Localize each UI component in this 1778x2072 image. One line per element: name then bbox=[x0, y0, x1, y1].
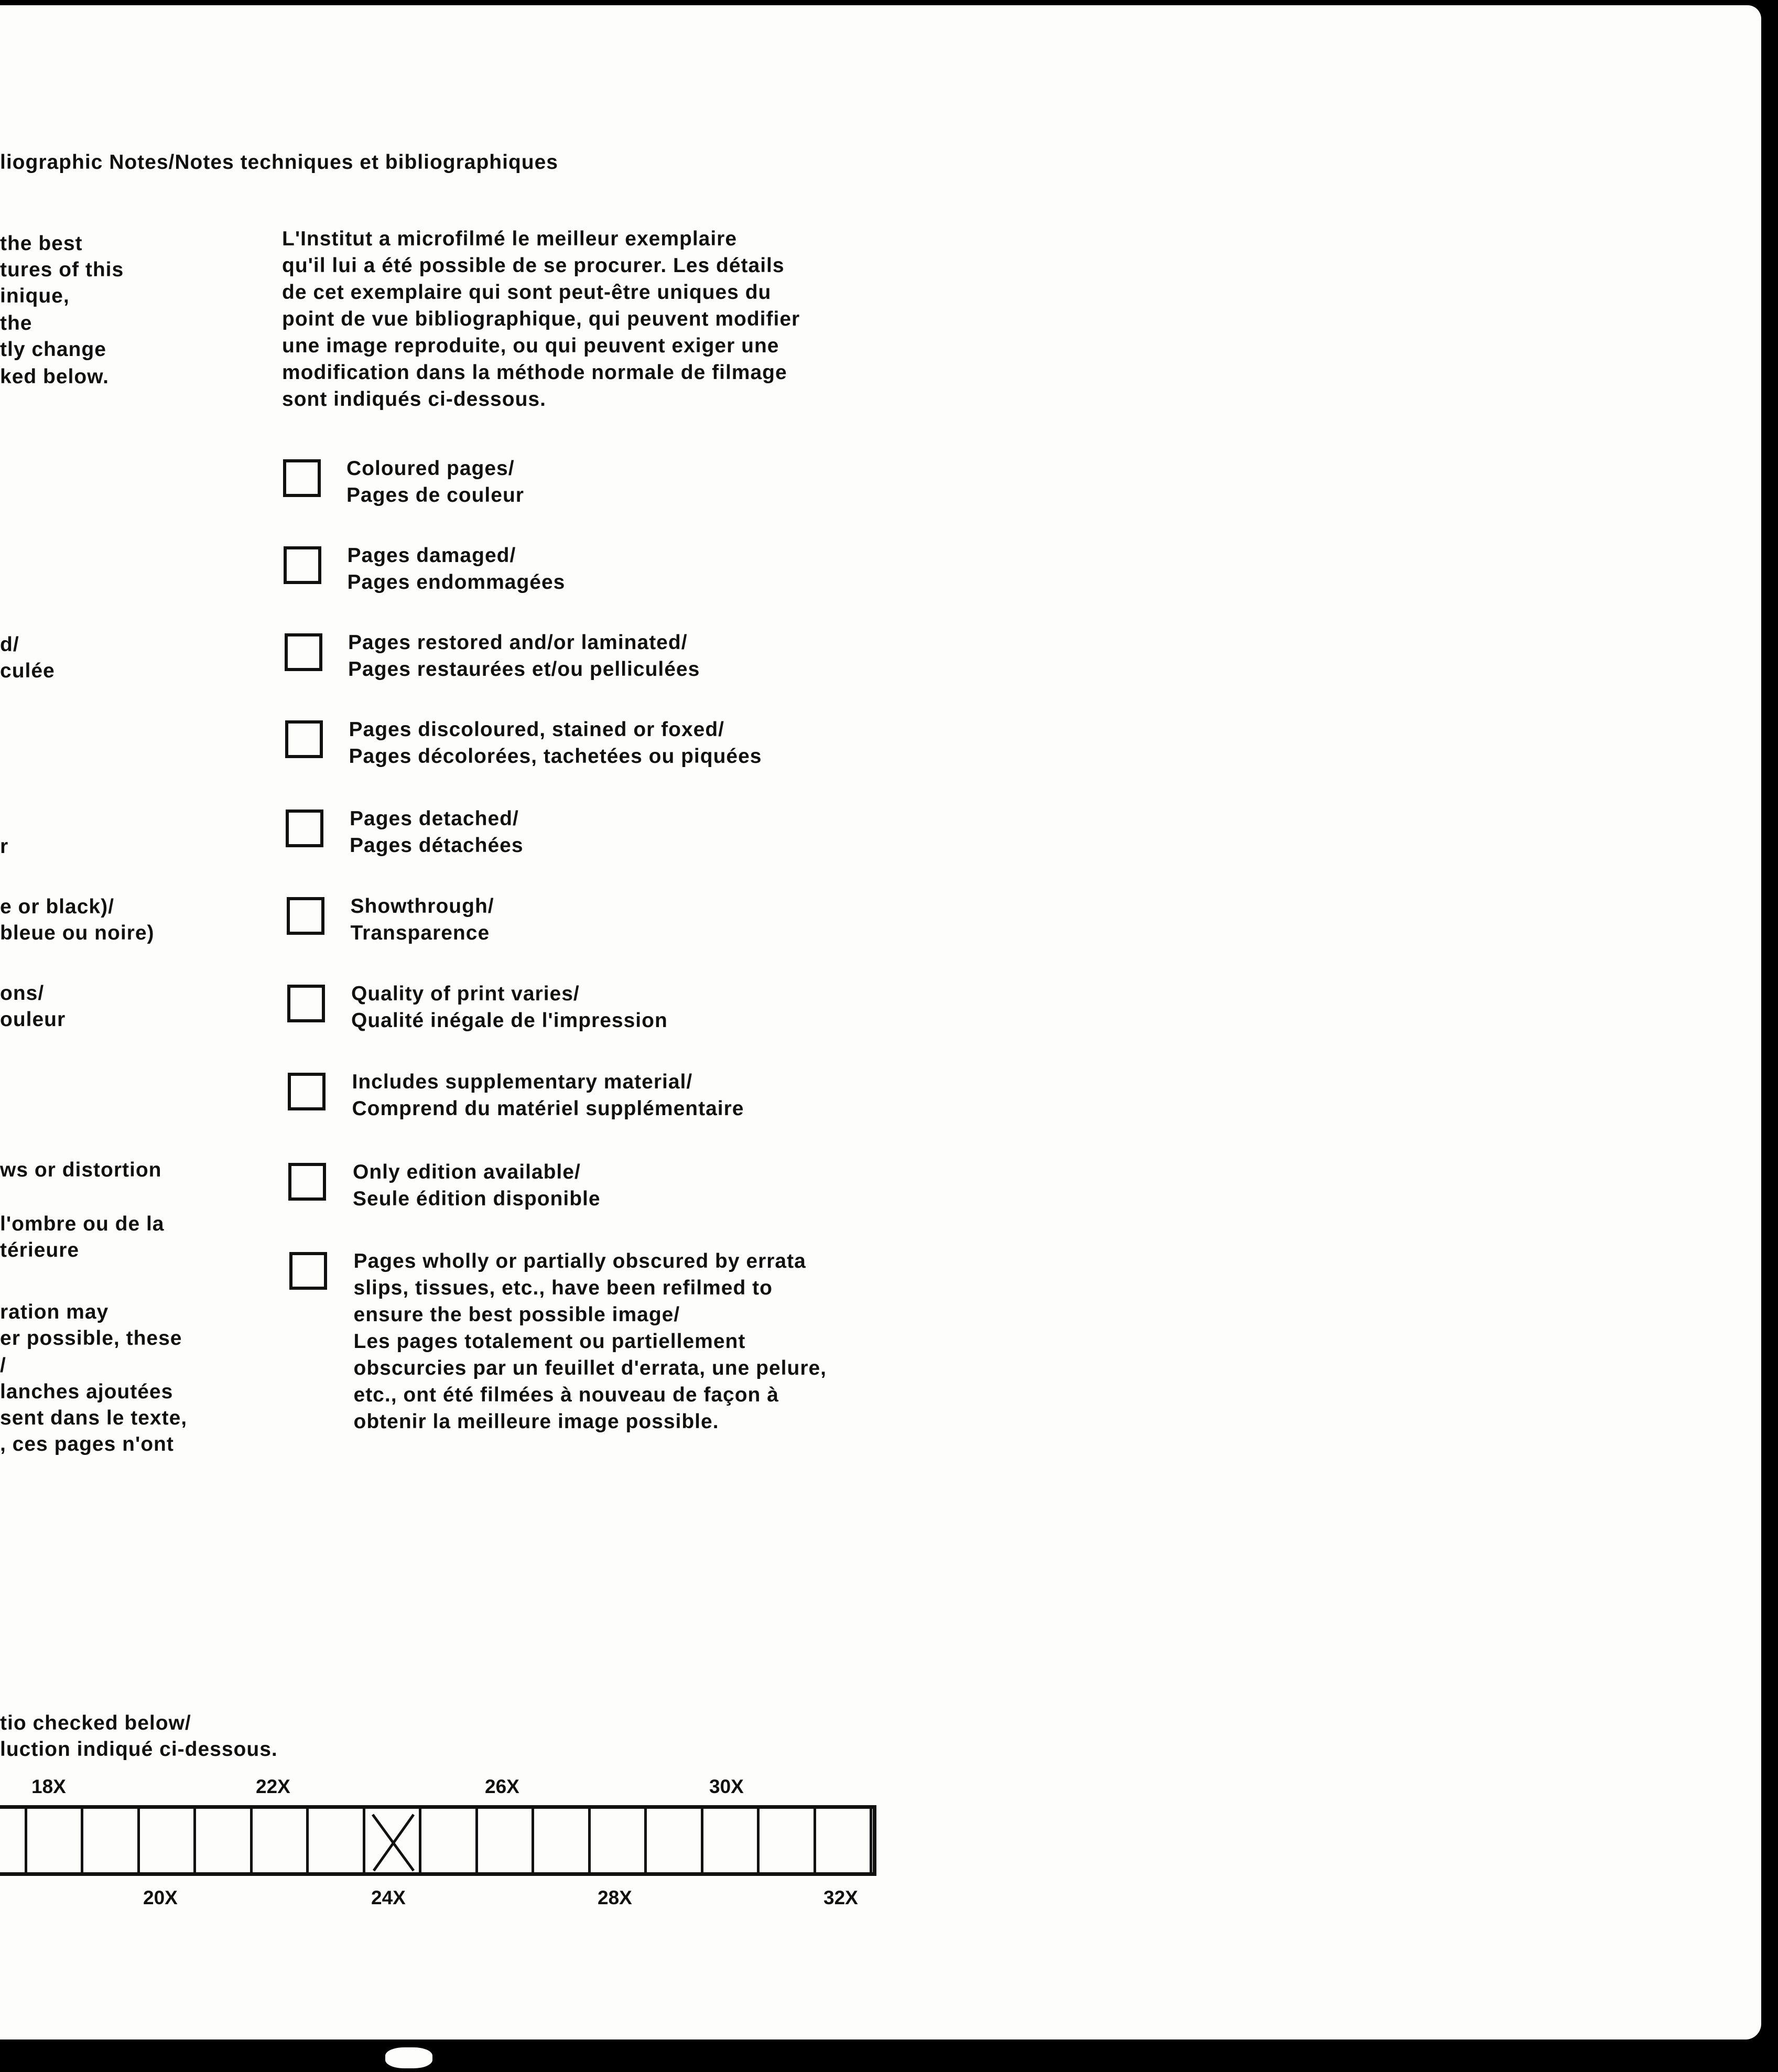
checklist-item-line: Pages endommagées bbox=[347, 571, 566, 593]
ratio-cell[interactable] bbox=[140, 1809, 197, 1872]
left-column-line: lanches ajoutées bbox=[0, 1380, 174, 1403]
checklist-item-line: Seule édition disponible bbox=[353, 1188, 601, 1210]
ratio-cell[interactable] bbox=[196, 1809, 253, 1872]
checklist-item-line: ensure the best possible image/ bbox=[353, 1303, 680, 1326]
checklist-item-line: Pages de couleur bbox=[346, 484, 524, 506]
left-column-line: er possible, these bbox=[0, 1327, 182, 1350]
checkbox[interactable] bbox=[287, 897, 324, 935]
film-speck bbox=[385, 2047, 432, 2068]
ratio-cell[interactable] bbox=[534, 1809, 591, 1872]
checklist-item-line: obscurcies par un feuillet d'errata, une pelure, bbox=[353, 1357, 827, 1379]
checklist-item-line: Transparence bbox=[350, 922, 490, 944]
ratio-label-bottom: 20X bbox=[143, 1887, 178, 1908]
checklist-item-line: etc., ont été filmées à nouveau de façon à bbox=[353, 1384, 779, 1406]
left-column-line: ked below. bbox=[0, 365, 109, 388]
ratio-label-bottom: 32X bbox=[823, 1887, 858, 1908]
ratio-cell[interactable] bbox=[253, 1809, 309, 1872]
left-column-line: ouleur bbox=[0, 1008, 66, 1031]
checklist-item-line: Pages damaged/ bbox=[347, 544, 516, 567]
paragraph-line: une image reproduite, ou qui peuvent exiger une bbox=[282, 334, 779, 357]
checkbox[interactable] bbox=[287, 985, 325, 1022]
checklist-item-line: Les pages totalement ou partiellement bbox=[353, 1330, 746, 1353]
left-column-line: tures of this bbox=[0, 258, 124, 281]
paragraph-line: sont indiqués ci-dessous. bbox=[282, 388, 546, 411]
ratio-label-top: 22X bbox=[256, 1776, 290, 1797]
ratio-label-top: 18X bbox=[31, 1776, 66, 1797]
page-title: liographic Notes/Notes techniques et bibliographiques bbox=[0, 151, 558, 174]
ratio-cell[interactable] bbox=[421, 1809, 478, 1872]
document-page bbox=[0, 5, 1761, 2039]
checklist-item-line: Includes supplementary material/ bbox=[352, 1071, 693, 1093]
checkbox[interactable] bbox=[289, 1252, 327, 1290]
checkbox[interactable] bbox=[285, 633, 322, 671]
checklist-item-label bbox=[349, 716, 762, 770]
left-column-line: ons/ bbox=[0, 982, 45, 1005]
checklist-item-line: Pages décolorées, tachetées ou piquées bbox=[349, 745, 762, 768]
left-column-line: ws or distortion bbox=[0, 1159, 162, 1181]
checkbox[interactable] bbox=[283, 459, 321, 497]
ratio-label-bottom: 24X bbox=[371, 1887, 406, 1908]
checklist-item-line: Comprend du matériel supplémentaire bbox=[352, 1097, 744, 1120]
paragraph-line: modification dans la méthode normale de filmage bbox=[282, 361, 787, 384]
left-column-line: r bbox=[0, 835, 9, 858]
checkbox[interactable] bbox=[288, 1073, 326, 1110]
left-column-line: the best bbox=[0, 232, 83, 255]
checklist-item-line: Pages discoloured, stained or foxed/ bbox=[349, 718, 725, 741]
ratio-cell[interactable] bbox=[0, 1809, 27, 1872]
left-column-line: / bbox=[0, 1354, 6, 1377]
paragraph-line: point de vue bibliographique, qui peuvent modifier bbox=[282, 308, 800, 330]
ratio-label-top: 30X bbox=[709, 1776, 744, 1797]
left-column-line: the bbox=[0, 312, 32, 334]
left-column-line: sent dans le texte, bbox=[0, 1407, 188, 1429]
reduction-ratio-scale bbox=[0, 1805, 876, 1876]
ratio-cell[interactable] bbox=[27, 1809, 84, 1872]
checkbox[interactable] bbox=[285, 720, 323, 758]
selected-ratio-x-mark bbox=[367, 1810, 420, 1874]
checklist-item-line: Qualité inégale de l'impression bbox=[351, 1009, 668, 1032]
checklist-item-label bbox=[351, 980, 668, 1034]
checklist-item-line: Pages detached/ bbox=[350, 807, 519, 830]
reduction-line-1: tio checked below/ bbox=[0, 1712, 191, 1734]
checklist-item-line: Only edition available/ bbox=[353, 1161, 581, 1183]
checklist-item-label bbox=[352, 1069, 744, 1122]
checklist-item-label bbox=[351, 893, 494, 946]
ratio-cell[interactable] bbox=[309, 1809, 365, 1872]
left-column-line: tly change bbox=[0, 338, 106, 361]
checklist-item-label bbox=[346, 455, 524, 509]
checklist-item-line: Showthrough/ bbox=[350, 895, 494, 918]
checkbox[interactable] bbox=[286, 810, 323, 847]
ratio-cell[interactable] bbox=[760, 1809, 816, 1872]
checklist-item-line: Pages wholly or partially obscured by errata bbox=[353, 1250, 806, 1272]
ratio-cell[interactable] bbox=[703, 1809, 760, 1872]
left-column-line: d/ bbox=[0, 633, 19, 656]
ratio-cell[interactable] bbox=[591, 1809, 647, 1872]
checkbox[interactable] bbox=[284, 546, 321, 584]
ratio-label-top: 26X bbox=[485, 1776, 519, 1797]
ratio-label-bottom: 28X bbox=[598, 1887, 632, 1908]
left-column-line: térieure bbox=[0, 1239, 80, 1261]
checklist-item-label bbox=[350, 805, 524, 859]
checklist-item-line: Pages restored and/or laminated/ bbox=[348, 631, 688, 654]
checklist-item-line: Pages détachées bbox=[350, 834, 524, 857]
left-column-line: , ces pages n'ont bbox=[0, 1433, 174, 1455]
ratio-cell[interactable] bbox=[816, 1809, 873, 1872]
institut-paragraph bbox=[282, 225, 800, 413]
left-column-line: l'ombre ou de la bbox=[0, 1213, 165, 1235]
left-column-line: bleue ou noire) bbox=[0, 922, 155, 944]
checklist-item-label bbox=[348, 542, 566, 596]
reduction-line-2: luction indiqué ci-dessous. bbox=[0, 1738, 278, 1761]
left-column-line: inique, bbox=[0, 285, 70, 307]
left-column-line: culée bbox=[0, 660, 55, 682]
checklist-item-label bbox=[348, 629, 700, 683]
checklist-item-label bbox=[354, 1248, 827, 1435]
paragraph-line: L'Institut a microfilmé le meilleur exemplaire bbox=[282, 228, 738, 250]
checklist-item-line: obtenir la meilleure image possible. bbox=[353, 1410, 719, 1433]
paragraph-line: de cet exemplaire qui sont peut-être uniques du bbox=[282, 281, 772, 304]
ratio-cell[interactable] bbox=[478, 1809, 535, 1872]
checklist-item-line: Pages restaurées et/ou pelliculées bbox=[348, 658, 700, 681]
checklist-item-line: Quality of print varies/ bbox=[351, 983, 580, 1005]
paragraph-line: qu'il lui a été possible de se procurer. Les détails bbox=[282, 254, 785, 277]
left-column-line: ration may bbox=[0, 1301, 109, 1323]
checklist-item-line: slips, tissues, etc., have been refilmed to bbox=[353, 1277, 773, 1299]
checkbox[interactable] bbox=[288, 1163, 326, 1201]
checklist-item-line: Coloured pages/ bbox=[346, 457, 515, 480]
ratio-cell[interactable] bbox=[647, 1809, 703, 1872]
left-column-line: e or black)/ bbox=[0, 895, 114, 918]
checklist-item-label bbox=[353, 1159, 601, 1212]
ratio-cell[interactable] bbox=[83, 1809, 140, 1872]
